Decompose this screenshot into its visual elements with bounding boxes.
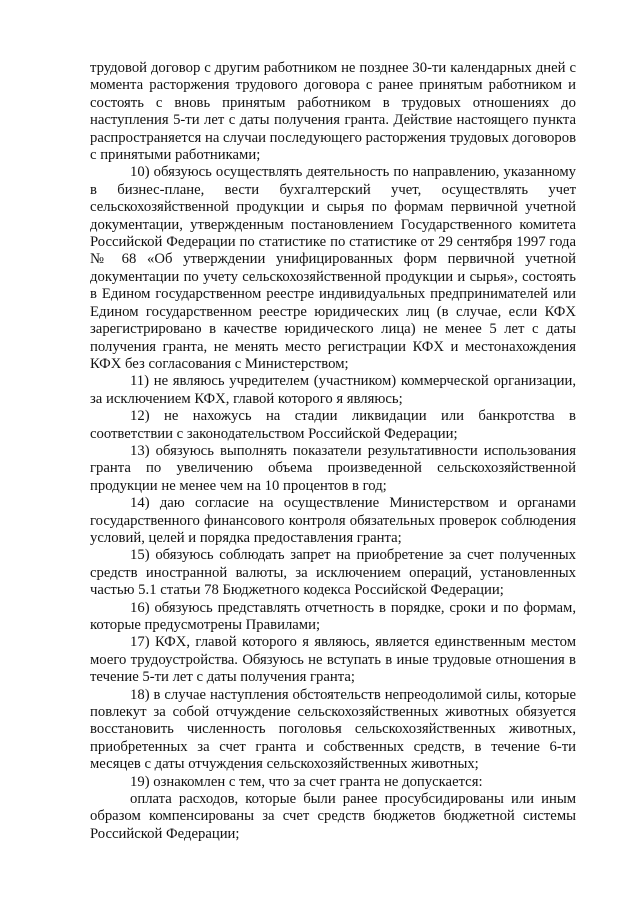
paragraph-item-14: 14) даю согласие на осуществление Министерством и органами государственного финансового контроля обязательных проверок соблюдения условий, целей и порядка предоставления гранта; <box>90 495 576 546</box>
paragraph-item-13: 13) обязуюсь выполнять показатели результативности использования гранта по увеличению объема произведенной сельскохозяйственной продукции не менее чем на 10 процентов в год; <box>90 442 576 494</box>
paragraph-item-12: 12) не нахожусь на стадии ликвидации или банкротства в соответствии с законодательством Российской Федерации; <box>90 408 576 442</box>
paragraph-item-11: 11) не являюсь учредителем (участником) коммерческой организации, за исключением КФХ, главой которого я являюсь; <box>90 373 576 407</box>
paragraph-continuation: трудовой договор с другим работником не позднее 30-ти календарных дней с момента расторжения трудового договора с ранее принятым работником и состоять с вновь принятым работником в трудовых отношениях до наступления 5-ти лет с даты получения гранта. Действие настоящего пункта распространяется на случаи последующего расторжения трудовых договоров с принятыми работниками; <box>90 60 577 164</box>
paragraph-subitem: оплата расходов, которые были ранее просубсидированы или иным образом компенсированы за счет средств бюджетов бюджетной системы Российской Федерации; <box>90 791 576 842</box>
paragraph-item-16: 16) обязуюсь представлять отчетность в порядке, сроки и по формам, которые предусмотрены Правилами; <box>90 599 576 633</box>
paragraph-item-15: 15) обязуюсь соблюдать запрет на приобретение за счет полученных средств иностранной валюты, за исключением операций, установленных частью 5.1 статьи 78 Бюджетного кодекса Российской Федерации; <box>90 547 576 599</box>
paragraph-item-19: 19) ознакомлен с тем, что за счет гранта не допускается: <box>130 773 483 790</box>
paragraph-item-17: 17) КФХ, главой которого я являюсь, является единственным местом моего трудоустройства. Обязуюсь не вступать в иные трудовые отношения в течение 5-ти лет с даты получения гранта; <box>90 634 576 686</box>
document-page <box>90 60 576 843</box>
paragraph-item-18: 18) в случае наступления обстоятельств непреодолимой силы, которые повлекут за собой отчуждение сельскохозяйственных животных обязуется восстановить численность поголовья сельскохозяйственных животных, приобретенных за счет гранта и собственных средств, в течение 6-ти месяцев с даты отчуждения сельскохозяйственных животных; <box>90 686 576 773</box>
paragraph-item-10: 10) обязуюсь осуществлять деятельность по направлению, указанному в бизнес-плане, вести бухгалтерский учет, осуществлять учет сельскохозяйственной продукции и сырья по формам первичной учетной документации, утвержденным постановлением Государственного комитета Российской Федерации по статистике по статистике от 29 сентября 1997 года № 68 «Об утверждении унифицированных форм первичной учетной документации по учету сельскохозяйственной продукции и сырья», состоять в Едином государственном реестре индивидуальных предпринимателей или Едином государственном реестре юридических лиц (в случае, если КФХ зарегистрировано в качестве юридического лица) не менее 5 лет с даты получения гранта, не менять место регистрации КФХ и местонахождения КФХ без согласования с Министерством; <box>90 164 576 372</box>
